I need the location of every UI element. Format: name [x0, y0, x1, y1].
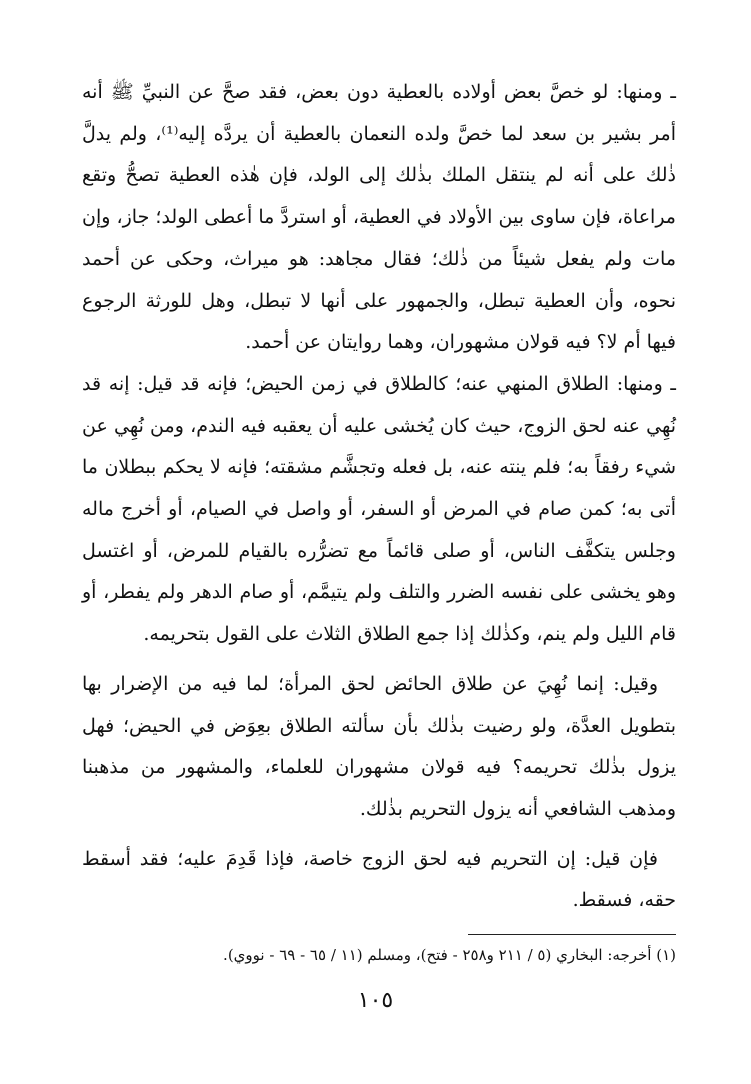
paragraph-menstruation-divorce: وقيل: إنما نُهِيَ عن طلاق الحائض لحق المرأة؛ لما فيه من الإضرار بها بتطويل العدَّة، ولو رضيت بذٰلك بأن سألته الطلاق بعِوَض في الحيض؛ فهل يزول بذٰلك تحريمه؟ فيه قولان مشهوران للعلماء، والمشهور من مذهبنا ومذهب الشافعي أنه يزول التحريم بذٰلك. [82, 672, 676, 820]
main-text [82, 72, 676, 922]
page-number: ١٠٥ [357, 988, 394, 1013]
footnote-separator [468, 934, 676, 935]
paragraph-gift-to-children: ـ ومنها: لو خصَّ بعض أولاده بالعطية دون بعض، فقد صحَّ عن النبيِّ ﷺ أنه أمر بشير بن سعد لما خصَّ ولده النعمان بالعطية أن يردَّه إليه⁽¹⁾، ولم يدلَّ ذٰلك على أنه لم ينتقل الملك بذٰلك إلى الولد، فإن هٰذه العطية تصحُّ وتقع مراعاة، فإن ساوى بين الأولاد في العطية، أو استردَّ ما أعطى الولد؛ جاز، وإن مات ولم يفعل شيئاً من ذٰلك؛ فقال مجاهد: هو ميراث، وحكى عن أحمد نحوه، وأن العطية تبطل، والجمهور على أنها لا تبطل، وهل للورثة الرجوع فيها أم لا؟ فيه قولان مشهوران، وهما روايتان عن أحمد. [82, 81, 676, 354]
paragraph-prohibited-divorce: ـ ومنها: الطلاق المنهي عنه؛ كالطلاق في زمن الحيض؛ فإنه قد قيل: إنه قد نُهِي عنه لحق الزوج، حيث كان يُخشى عليه أن يعقبه فيه الندم، ومن نُهِي عن شيء رفقاً به؛ فلم ينته عنه، بل فعله وتجشَّم مشقته؛ فإنه لا يحكم ببطلان ما أتى به؛ كمن صام في المرض أو السفر، أو واصل في الصيام، أو أخرج ماله وجلس يتكفَّف الناس، أو صلى قائماً مع تضرُّره بالقيام للمرض، أو اغتسل وهو يخشى على نفسه الضرر والتلف ولم يتيمَّم، أو صام الدهر ولم يفطر، أو قام الليل ولم ينم، وكذٰلك إذا جمع الطلاق الثلاث على القول بتحريمه. [82, 372, 676, 646]
paragraph-husband-right: فإن قيل: إن التحريم فيه لحق الزوج خاصة، فإذا قَدِمَ عليه؛ فقد أسقط حقه، فسقط. [82, 847, 676, 912]
footnote: (١) أخرجه: البخاري (٥ / ٢١١ و٢٥٨ - فتح)، ومسلم (١١ / ٦٥ - ٦٩ - نووي). [223, 946, 676, 964]
